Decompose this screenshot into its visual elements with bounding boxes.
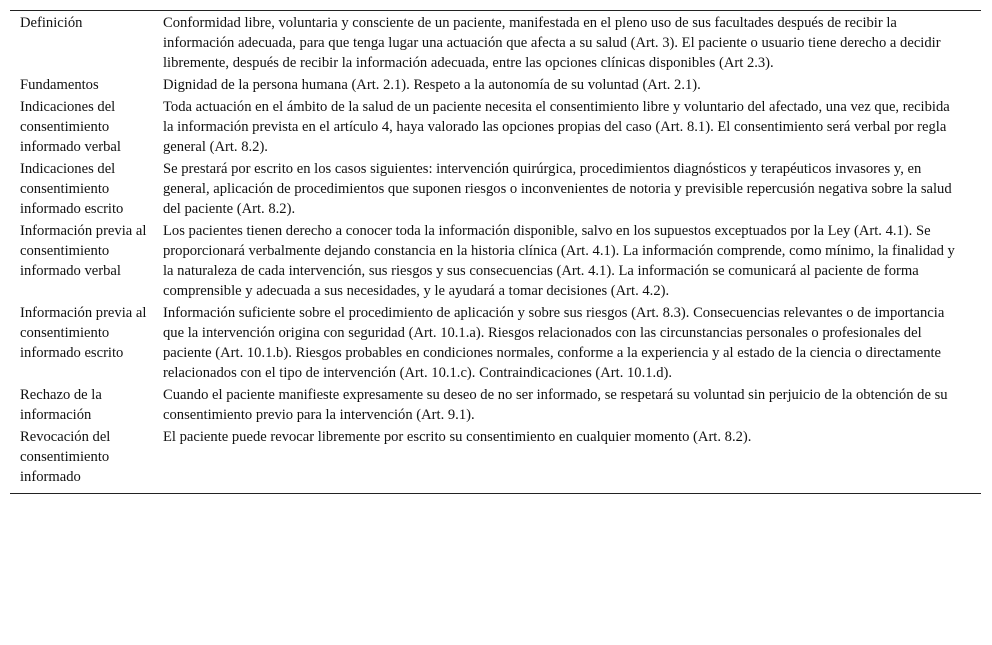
row-label: Información previa al consentimiento informado escrito — [20, 305, 147, 361]
row-content: Dignidad de la persona humana (Art. 2.1). Respeto a la autonomía de su voluntad (Art. 2.1). — [163, 77, 701, 93]
table-row-informacion-escrito — [10, 303, 981, 385]
consent-table — [10, 10, 981, 494]
row-label: Indicaciones del consentimiento informado escrito — [20, 161, 124, 217]
table-row-definicion — [10, 13, 981, 75]
row-content: Cuando el paciente manifieste expresamente su deseo de no ser informado, se respetará su voluntad sin perjuicio de la obtención de su consentimiento previo para la intervención (Art. 9.1). — [163, 387, 948, 423]
table-row-indicaciones-escrito — [10, 159, 981, 221]
row-label: Fundamentos — [20, 77, 99, 93]
row-content: Información suficiente sobre el procedimiento de aplicación y sobre sus riesgos (Art. 8.3). Consecuencias relevantes o de importancia que la intervención origina con seguridad (Art. 10.1.a). Riesgos relacionados con las circunstancias personales o profesionales del paciente (Art. 10.1.b). Riesgos probables en condiciones normales, conforme a la experiencia y al estado de la ciencia o directamente relacionados con el tipo de intervención (Art. 10.1.c). Contraindicaciones (Art. 10.1.d). — [163, 305, 945, 381]
row-content: Toda actuación en el ámbito de la salud de un paciente necesita el consentimiento libre y voluntario del afectado, una vez que, recibida la información prevista en el artículo 4, haya valorado las opciones propias del caso (Art. 8.1). El consentimiento será verbal por regla general (Art. 8.2). — [163, 99, 950, 155]
row-content: Conformidad libre, voluntaria y consciente de un paciente, manifestada en el pleno uso de sus facultades después de recibir la información adecuada, para que tenga lugar una actuación que afecta a su salud (Art. 3). El paciente o usuario tiene derecho a decidir libremente, después de recibir la información adecuada, entre las opciones clínicas disponibles (Art 2.3). — [163, 15, 941, 71]
table-row-revocacion — [10, 427, 981, 489]
table-row-fundamentos — [10, 75, 981, 97]
row-content: Los pacientes tienen derecho a conocer toda la información disponible, salvo en los supuestos exceptuados por la Ley (Art. 4.1). Se proporcionará verbalmente dejando constancia en la historia clínica (Art. 4.1). La información comprende, como mínimo, la finalidad y la naturaleza de cada intervención, sus riesgos y sus consecuencias (Art. 4.1). La información se comunicará al paciente de forma comprensible y adecuada a sus necesidades, y le ayudará a tomar decisiones (Art. 4.2). — [163, 223, 955, 299]
row-label: Información previa al consentimiento informado verbal — [20, 223, 147, 279]
row-label: Revocación del consentimiento informado — [20, 429, 111, 485]
table-row-informacion-verbal — [10, 221, 981, 303]
row-label: Definición — [20, 15, 83, 31]
row-label: Indicaciones del consentimiento informado verbal — [20, 99, 121, 155]
row-content: Se prestará por escrito en los casos siguientes: intervención quirúrgica, procedimientos diagnósticos y terapéuticos invasores y, en general, aplicación de procedimientos que suponen riesgos o inconvenientes de notoria y previsible repercusión negativa sobre la salud del paciente (Art. 8.2). — [163, 161, 952, 217]
table-row-rechazo — [10, 385, 981, 427]
table-row-indicaciones-verbal — [10, 97, 981, 159]
row-label: Rechazo de la información — [20, 387, 102, 423]
consent-table-grid — [10, 13, 981, 489]
row-content: El paciente puede revocar libremente por escrito su consentimiento en cualquier momento (Art. 8.2). — [163, 429, 752, 445]
